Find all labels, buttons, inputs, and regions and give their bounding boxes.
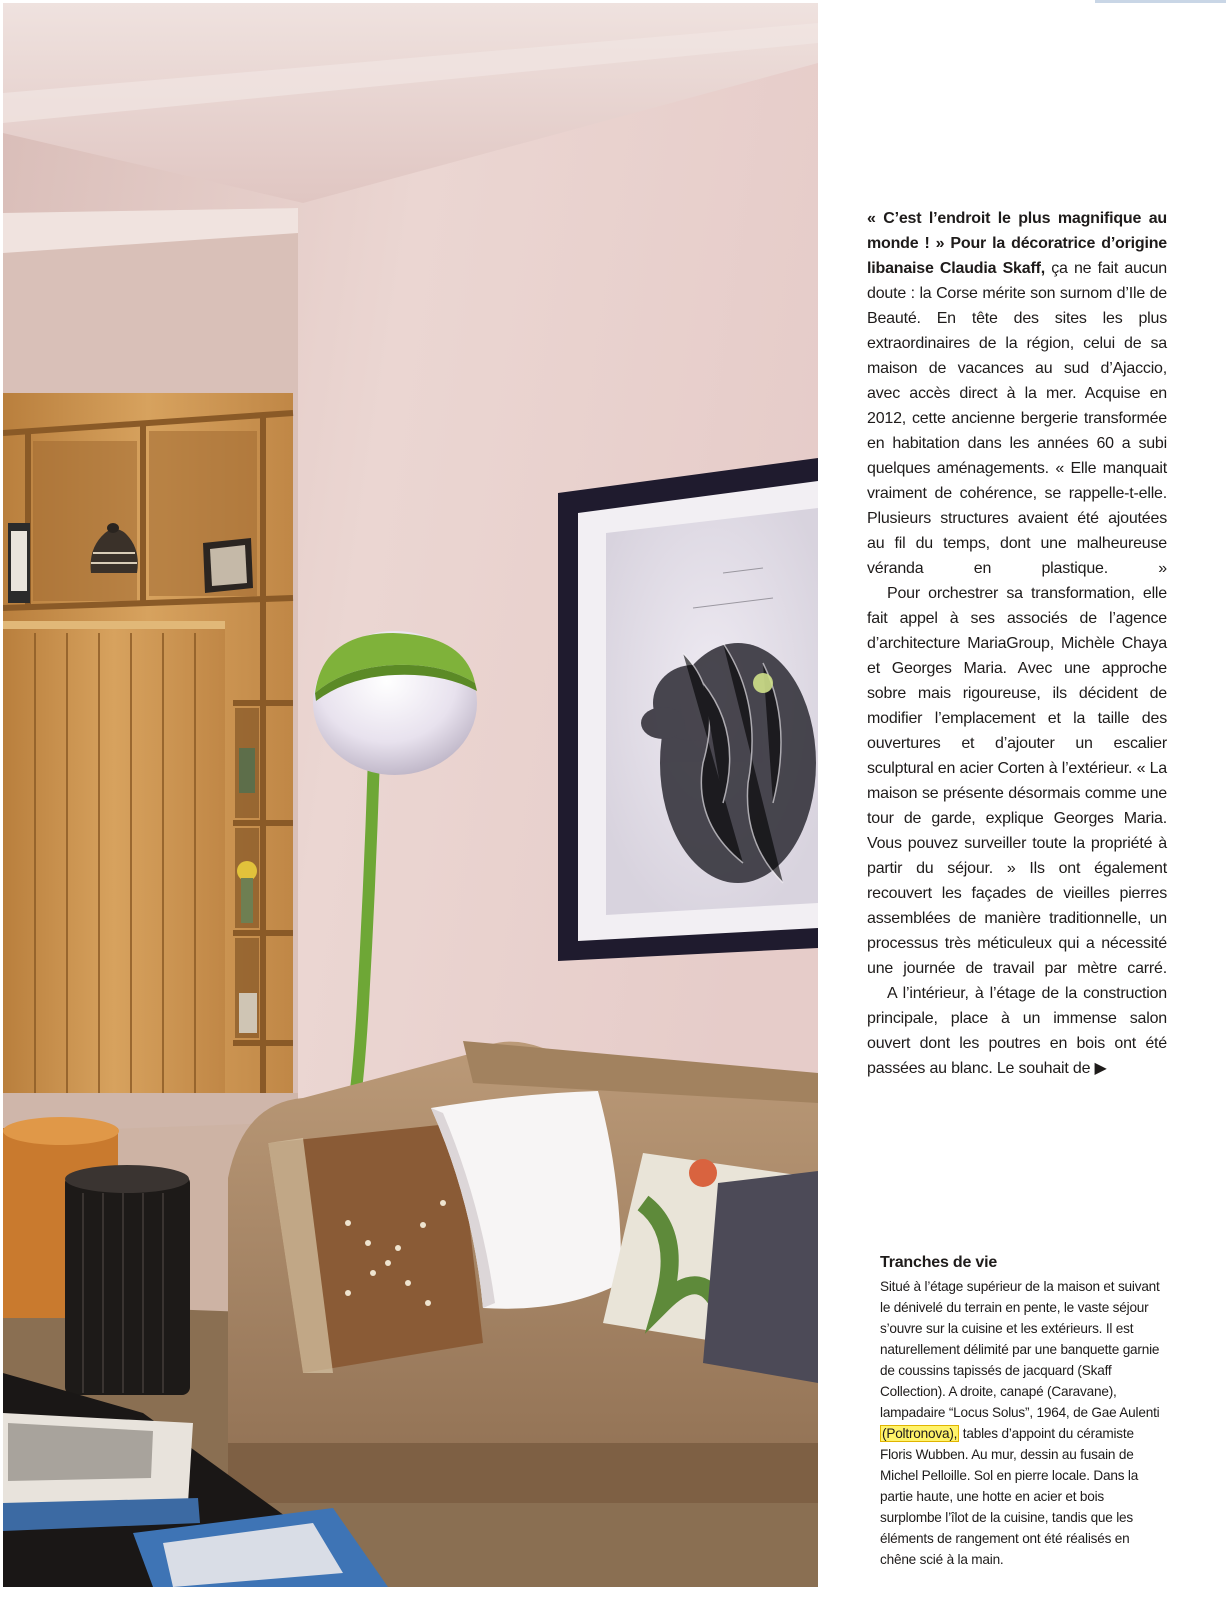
article-paragraph-3: A l’intérieur, à l’étage de la construction principale, place à un immense salon ouvert dont les poutres en bois ont été passées au blanc. Le souhait de ▶	[867, 985, 1167, 1077]
caption-title: Tranches de vie	[880, 1254, 998, 1271]
article-lead-text: ça ne fait aucun doute : la Corse mérite son surnom d’Ile de Beauté. En tête des sites les plus extraordinaires de la région, celui de sa maison de vacances au sud d’Ajaccio, avec accès direct à la mer. Acquise en 2012, cette ancienne bergerie transformée en habitation dans les années 60 a subi quelques aménagements. « Elle manquait vraiment de cohérence, se rappelle-t-elle. Plusieurs structures avaient été ajoutées au fil du temps, dont une malheureuse véranda en plastique. »	[867, 260, 1167, 577]
living-room-photo	[3, 3, 818, 1587]
page-tab-mark	[1095, 0, 1226, 3]
article-lead-bold: « C’est l’endroit le plus magnifique au monde ! » Pour la décoratrice d’origine libanaise Claudia Skaff,	[867, 210, 1167, 277]
article-paragraph-1	[867, 206, 1167, 581]
caption-text-after: tables d’appoint du céramiste Floris Wubben. Au mur, dessin au fusain de Michel Pelloille. Sol en pierre locale. Dans la partie haute, une hotte en acier et bois surplombe l’îlot de la cuisine, tandis que les éléments de rangement ont été réalisés en chêne scié à la main.	[880, 1426, 1139, 1567]
article-paragraph-2: Pour orchestrer sa transformation, elle fait appel à ses associés de l’agence d’architecture MariaGroup, Michèle Chaya et Georges Maria. Avec une approche sobre mais rigoureuse, ils décident de modifier l’emplacement et la taille des ouvertures et d’ajouter un escalier sculptural en acier Corten à l’extérieur. « La maison se présente désormais comme une tour de garde, explique Georges Maria. Vous pouvez surveiller toute la propriété à partir du séjour. » Ils ont également recouvert les façades de vieilles pierres assemblées de manière traditionnelle, un processus très méticuleux qui a nécessité une journée de travail par mètre carré.	[867, 585, 1167, 977]
caption-text	[880, 1276, 1165, 1570]
article-body	[867, 206, 1167, 1081]
caption-highlight: (Poltronova),	[882, 1426, 958, 1441]
photo-caption	[880, 1252, 1165, 1570]
caption-text-before: Situé à l’étage supérieur de la maison et suivant le dénivelé du terrain en pente, le vaste séjour s’ouvre sur la cuisine et les extérieurs. Il est naturellement délimité par une banquette garnie de coussins tapissés de jacquard (Skaff Collection). A droite, canapé (Caravane), lampadaire “Locus Solus”, 1964, de Gae Aulenti	[880, 1279, 1160, 1420]
